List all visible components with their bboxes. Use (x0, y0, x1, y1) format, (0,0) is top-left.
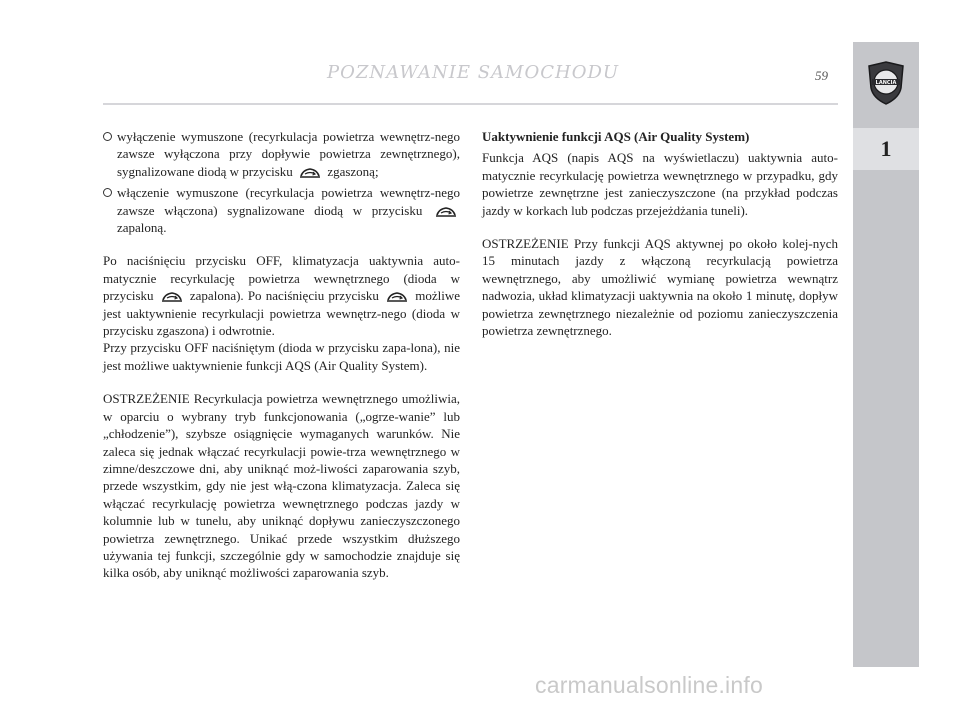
recirculation-car-icon (299, 167, 321, 178)
list-item (103, 128, 460, 180)
warning-paragraph: OSTRZEŻENIE Recyrkulacja powietrza wewnętrznego umożliwia, w oparciu o wybrany tryb funkcjonowania („ogrze-wanie” lub „chłodzenie”), szybsze osiągnięcie wymaganych warunków. Nie zaleca się jednak włączać recyrkulacji powie-trza wewnętrznego w zimne/deszczowe dni, aby uniknąć moż-liwości zaparowania szyb, przede wszystkim, gdy nie jest włą-czona klimatyzacja. Zaleca się włączać recyrkulację powietrza wewnętrznego podczas jazdy w kolumnie lub w tunelu, aby uniknąć dopływu zanieczyszczonego powietrza zewnętrznego. Unikać przede wszystkim dłuższego używania tej funkcji, szczególnie gdy w samochodzie znajduje się kilka osób, aby uniknąć możliwości zaparowania szyb. (103, 391, 460, 581)
page-header-title: POZNAWANIE SAMOCHODU (327, 62, 620, 83)
recirculation-car-icon (435, 206, 457, 217)
header-divider (103, 103, 838, 105)
paragraph: Funkcja AQS (napis AQS na wyświetlaczu) uaktywnia auto-matycznie recyrkulację powietrza wewnętrznego w przypadku, gdy powietrze zewnętrzne jest zanieczyszczone (na przykład podczas jazdy w korkach lub podczas przejeżdżania tuneli). (482, 150, 838, 218)
bullet-text: włączenie wymuszone (recyrkulacja powietrza wewnętrz-nego zawsze włączona) sygnalizowane diodą w przycisku (117, 185, 460, 218)
bullet-circle-icon (103, 188, 112, 197)
warning-paragraph: OSTRZEŻENIE Przy funkcji AQS aktywnej po około kolej-nych 15 minutach jazdy z włączoną recyrkulacją powietrza wewnętrznego, aby umożliwić wymianę powietrza wewnątrz nadwozia, układ klimatyzacji uaktywnia na około 1 minutę, dopływ powietrza zewnętrznego niezależnie od poziomu zanieczyszczenia powietrza zewnętrznego. (482, 236, 838, 339)
paragraph (103, 252, 460, 339)
recirculation-car-icon (386, 291, 408, 302)
chapter-number: 1 (853, 128, 919, 170)
page-number: 59 (815, 68, 828, 83)
watermark: carmanualsonline.info (535, 672, 763, 698)
paragraph-text: zapalona). Po naciśnięciu przycisku (189, 288, 379, 304)
recirculation-car-icon (161, 291, 183, 302)
left-column (103, 128, 460, 582)
bullet-text-end: zgaszoną; (327, 163, 379, 179)
paragraph-text: Po naciśnięciu przycisku OFF, klimatyzacja uaktywnia auto-matycznie recyrkulację powietrza wewnętrznego (dioda w przycisku (103, 253, 460, 304)
paragraph: Przy przycisku OFF naciśniętym (dioda w przycisku zapa-lona), nie jest możliwe uaktywnienie funkcji AQS (Air Quality System). (103, 340, 460, 373)
bullet-circle-icon (103, 132, 112, 141)
right-column (482, 128, 838, 339)
bullet-text: wyłączenie wymuszone (recyrkulacja powietrza wewnętrz-nego zawsze wyłączona przy dopływie powietrza zewnętrznego), sygnalizowane diodą w przycisku (117, 129, 460, 179)
bullet-text-end: zapaloną. (117, 220, 167, 236)
section-heading: Uaktywnienie funkcji AQS (Air Quality System) (482, 129, 750, 144)
list-item (103, 184, 460, 236)
lancia-logo-icon (865, 60, 907, 106)
svg-text:LANCIA: LANCIA (875, 80, 897, 86)
paragraph-text: możliwe jest uaktywnienie recyrkulacji powietrza wewnętrz-nego (dioda w przycisku zgaszona) i odwrotnie. (103, 288, 461, 339)
